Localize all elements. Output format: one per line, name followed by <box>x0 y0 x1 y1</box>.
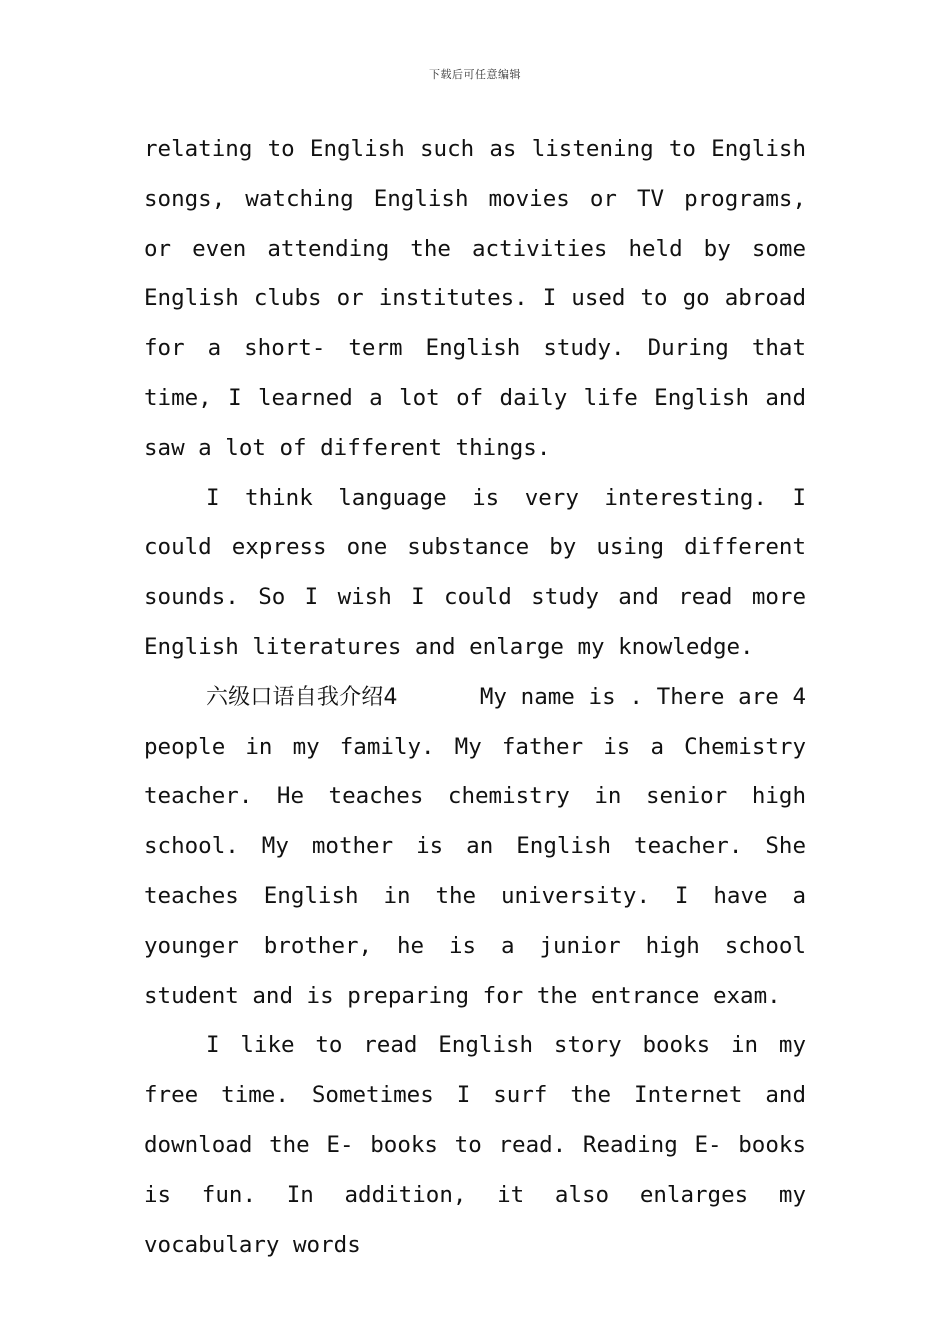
paragraph-2: I think language is very interesting. I could express one substance by using different sounds. So I wish I could study and read more English literatures and enlarge my knowledge. <box>144 484 806 660</box>
document-body <box>144 125 806 1270</box>
page-header: 下载后可任意编辑 <box>429 68 521 81</box>
paragraph-3 <box>144 673 806 1022</box>
paragraph-3-text: My name is . There are 4 people in my family. My father is a Chemistry teacher. He teaches chemistry in senior high school. My mother is an English teacher. She teaches English in the university. I have a younger brother, he is a junior high school student and is preparing for the entrance exam. <box>144 683 807 1009</box>
paragraph-1: relating to English such as listening to English songs, watching English movies or TV programs, or even attending the activities held by some English clubs or institutes. I used to go abroad for a short- term English study. During that time, I learned a lot of daily life English and saw a lot of different things. <box>144 136 806 461</box>
paragraph-4: I like to read English story books in my free time. Sometimes I surf the Internet and download the E- books to read. Reading E- books is fun. In addition, it also enlarges my vocabulary words <box>144 1032 806 1258</box>
section-heading: 六级口语自我介绍4 <box>206 684 398 710</box>
